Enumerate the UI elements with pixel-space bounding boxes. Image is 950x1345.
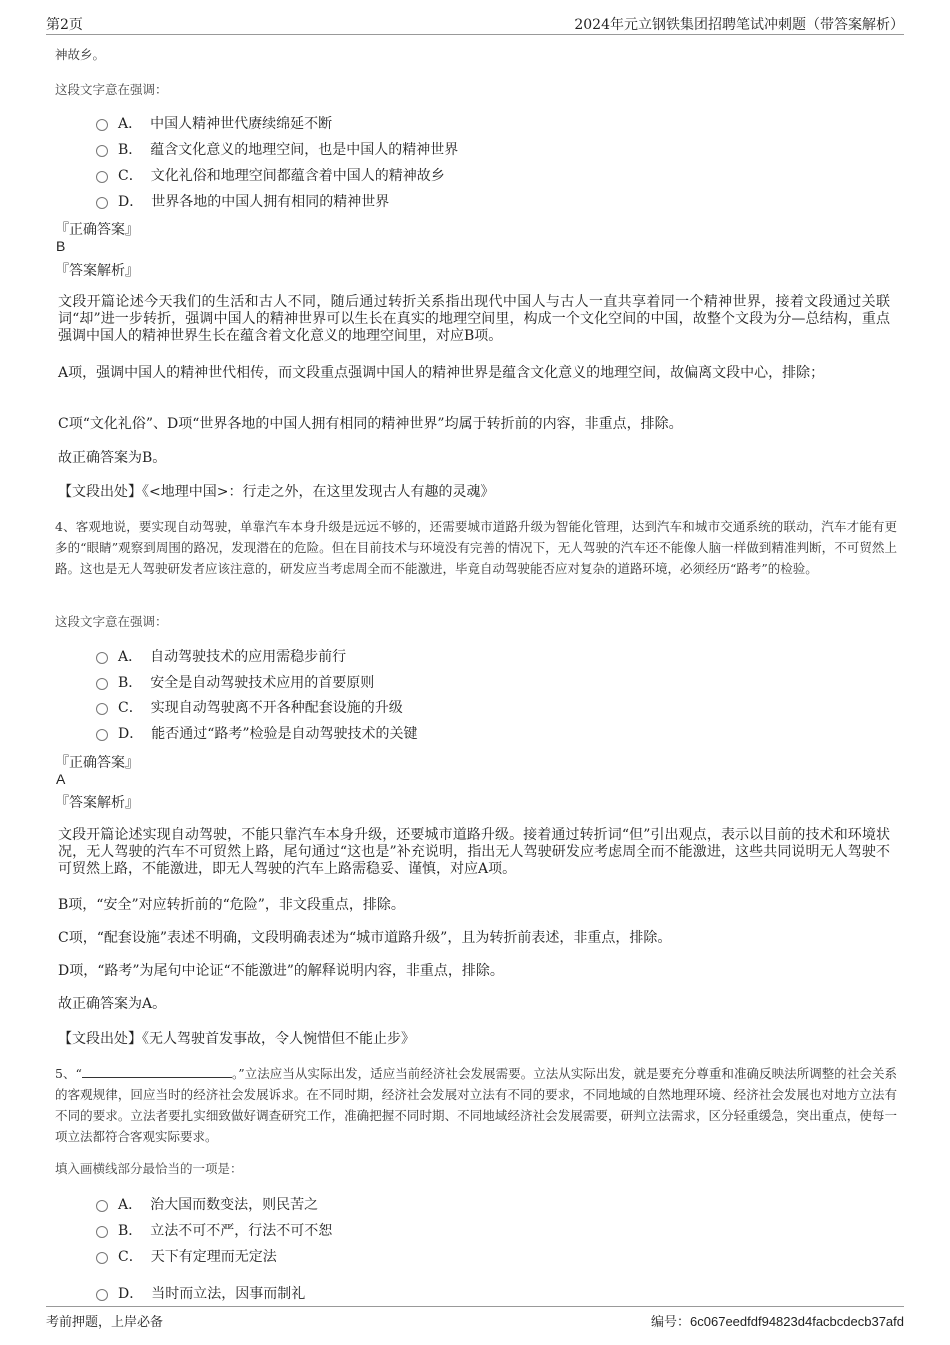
document-title: 2024年元立钢铁集团招聘笔试冲刺题（带答案解析） bbox=[574, 17, 904, 33]
q3-option-c[interactable]: C． 文化礼俗和地理空间都蕴含着中国人的精神故乡 bbox=[96, 164, 445, 186]
q3-analysis-1: 文段开篇论述今天我们的生活和古人不同，随后通过转折关系指出现代中国人与古人一直共享着同一个精神世界，接着文段通过关联词“却”进一步转折，强调中国人的精神世界可以生长在真实的地理空间里，构成一个文化空间的中国，故整个文段为分—总结构，重点强调中国人的精神世界生长在蕴含着文化意义的地理空间里，对应B项。 bbox=[58, 294, 890, 344]
q4-analysis-2: B项，“安全”对应转折前的“危险”，非文段重点，排除。 bbox=[58, 897, 405, 913]
radio-icon[interactable] bbox=[96, 197, 108, 209]
code-label: 编号： bbox=[651, 1314, 691, 1329]
q3-answer-label: 『正确答案』 bbox=[55, 222, 139, 238]
radio-icon[interactable] bbox=[96, 652, 108, 664]
q4-text: 4、客观地说，要实现自动驾驶，单靠汽车本身升级是远远不够的，还需要城市道路升级为智能化管理，达到汽车和城市交通系统的联动，汽车才能有更多的“眼睛”观察到周围的路况，发现潜在的危险。但在目前技术与环境没有完善的情况下，无人驾驶的汽车还不能像人脑一样做到精准判断，不可贸然上路。这也是无人驾驶研发者应该注意的，研发应当考虑周全而不能激进，毕竟自动驾驶能否应对复杂的道路环境，必须经历“路考”的检验。 bbox=[55, 519, 897, 576]
radio-icon[interactable] bbox=[96, 703, 108, 715]
radio-icon[interactable] bbox=[96, 729, 108, 741]
q5-number: 5、“ bbox=[55, 1066, 82, 1081]
intro-tail: 神故乡。 bbox=[55, 47, 106, 62]
q5-prompt: 填入画横线部分最恰当的一项是： bbox=[55, 1161, 243, 1176]
q3-analysis-4: 故正确答案为B。 bbox=[58, 450, 167, 466]
q3-analysis-label: 『答案解析』 bbox=[55, 263, 139, 279]
page-header bbox=[46, 12, 904, 35]
code-value: 6c067eedfdf94823d4facbcdecb37afd bbox=[690, 1314, 904, 1329]
q5-body: 。”立法应当从实际出发，适应当前经济社会发展需要。立法从实际出发，就是要充分尊重和准确反映法所调整的社会关系的客观规律，回应当时的经济社会发展诉求。在不同时期，经济社会发展对立法有不同的要求，不同地域的自然地理环境、经济社会发展也对地方立法有不同的要求。立法者要扎实细致做好调查研究工作，准确把握不同时期、不同地域经济社会发展需要，研判立法需求，区分轻重缓急，突出重点，使每一项立法都符合客观实际要求。 bbox=[55, 1066, 897, 1144]
q5-option-d[interactable]: D． 当时而立法，因事而制礼 bbox=[96, 1282, 305, 1304]
radio-icon[interactable] bbox=[96, 678, 108, 690]
q5-option-a[interactable]: A． 治大国而数变法，则民苦之 bbox=[96, 1193, 318, 1215]
q3-option-a[interactable]: A． 中国人精神世代赓续绵延不断 bbox=[96, 112, 332, 134]
radio-icon[interactable] bbox=[96, 1226, 108, 1238]
q3-option-b[interactable]: B． 蕴含文化意义的地理空间，也是中国人的精神世界 bbox=[96, 138, 458, 160]
q4-analysis-5: 故正确答案为A。 bbox=[58, 996, 167, 1012]
radio-icon[interactable] bbox=[96, 1200, 108, 1212]
q4-answer: A bbox=[56, 771, 66, 787]
q4-option-d[interactable]: D． 能否通过“路考”检验是自动驾驶技术的关键 bbox=[96, 722, 418, 744]
q5-option-c[interactable]: C． 天下有定理而无定法 bbox=[96, 1245, 277, 1267]
q4-option-a[interactable]: A． 自动驾驶技术的应用需稳步前行 bbox=[96, 645, 346, 667]
q3-prompt: 这段文字意在强调： bbox=[55, 82, 168, 97]
q4-prompt: 这段文字意在强调： bbox=[55, 614, 168, 629]
q5-option-b[interactable]: B． 立法不可不严，行法不可不恕 bbox=[96, 1219, 332, 1241]
q3-source: 【文段出处】《<地理中国>：行走之外，在这里发现古人有趣的灵魂》 bbox=[58, 484, 495, 500]
page-number: 第2页 bbox=[46, 17, 83, 33]
q5-blank bbox=[82, 1065, 232, 1078]
q4-analysis-label: 『答案解析』 bbox=[55, 795, 139, 811]
footer-slogan: 考前押题，上岸必备 bbox=[46, 1315, 164, 1330]
q4-source: 【文段出处】《无人驾驶首发事故，令人惋惜但不能止步》 bbox=[58, 1031, 415, 1047]
radio-icon[interactable] bbox=[96, 119, 108, 131]
q3-option-d[interactable]: D． 世界各地的中国人拥有相同的精神世界 bbox=[96, 190, 389, 212]
q3-analysis-2: A项，强调中国人的精神世代相传，而文段重点强调中国人的精神世界是蕴含文化意义的地理空间，故偏离文段中心，排除； bbox=[58, 365, 825, 381]
q4-analysis-4: D项，“路考”为尾句中论证“不能激进”的解释说明内容，非重点，排除。 bbox=[58, 963, 504, 979]
page-footer bbox=[46, 1306, 904, 1331]
document-code bbox=[651, 1311, 904, 1330]
q4-analysis-1: 文段开篇论述实现自动驾驶，不能只靠汽车本身升级，还要城市道路升级。接着通过转折词“但”引出观点，表示以目前的技术和环境状况，无人驾驶的汽车不可贸然上路，尾句通过“这也是”补充说明，指出无人驾驶研发应考虑周全而不能激进，这些共同说明无人驾驶不可贸然上路，不能激进，即无人驾驶的汽车上路需稳妥、谨慎，对应A项。 bbox=[58, 827, 890, 877]
q4-option-b[interactable]: B． 安全是自动驾驶技术应用的首要原则 bbox=[96, 671, 374, 693]
q3-analysis-3: C项“文化礼俗”、D项“世界各地的中国人拥有相同的精神世界”均属于转折前的内容，非重点，排除。 bbox=[58, 416, 683, 432]
q4-answer-label: 『正确答案』 bbox=[55, 755, 139, 771]
q4-analysis-3: C项，“配套设施”表述不明确，文段明确表述为“城市道路升级”，且为转折前表述，非重点，排除。 bbox=[58, 930, 672, 946]
radio-icon[interactable] bbox=[96, 145, 108, 157]
radio-icon[interactable] bbox=[96, 1252, 108, 1264]
q3-answer: B bbox=[56, 238, 66, 254]
q4-option-c[interactable]: C． 实现自动驾驶离不开各种配套设施的升级 bbox=[96, 696, 403, 718]
radio-icon[interactable] bbox=[96, 1289, 108, 1301]
radio-icon[interactable] bbox=[96, 171, 108, 183]
q5-text bbox=[55, 1063, 897, 1147]
